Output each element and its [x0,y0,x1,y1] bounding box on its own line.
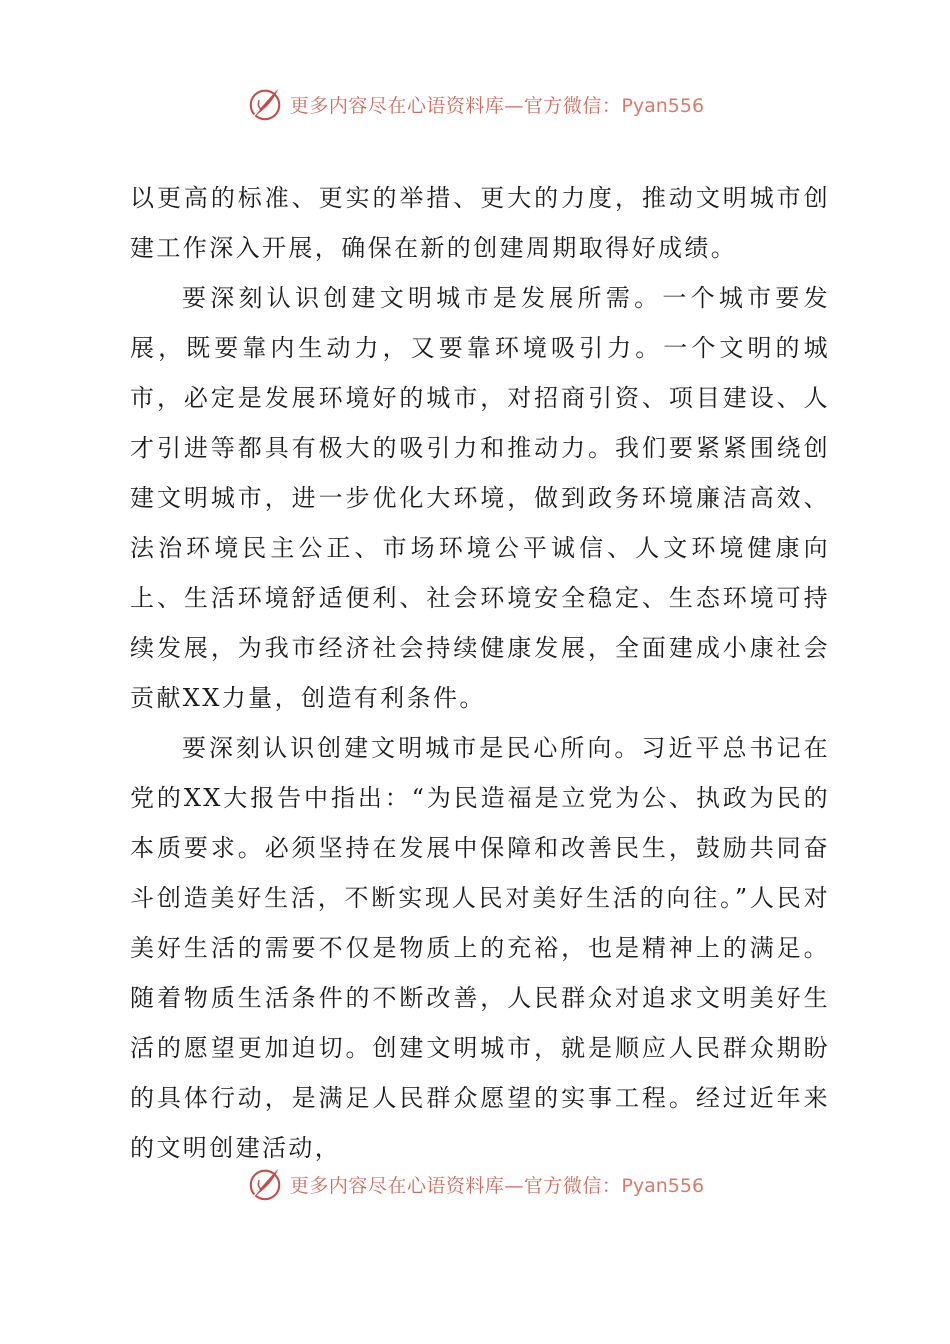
paragraph-2: 要深刻认识创建文明城市是发展所需。一个城市要发展，既要靠内生动力，又要靠环境吸引力。一个文明的城市，必定是发展环境好的城市，对招商引资、项目建设、人才引进等都具有极大的吸引力和推动力。我们要紧紧围绕创建文明城市，进一步优化大环境，做到政务环境廉洁高效、法治环境民主公正、市场环境公平诚信、人文环境健康向上、生活环境舒适便利、社会环境安全稳定、生态环境可持续发展，为我市经济社会持续健康发展，全面建成小康社会贡献XX力量，创造有利条件。 [130,284,830,712]
document-body [130,173,830,1173]
paragraph-3: 要深刻认识创建文明城市是民心所向。习近平总书记在党的XX大报告中指出：“为民造福是立党为公、执政为民的本质要求。必须坚持在发展中保障和改善民生，鼓励共同奋斗创造美好生活，不断实现人民对美好生活的向往。”人民对美好生活的需要不仅是物质上的充裕，也是精神上的满足。随着物质生活条件的不断改善，人民群众对追求文明美好生活的愿望更加迫切。创建文明城市，就是顺应人民群众期盼的具体行动，是满足人民群众愿望的实事工程。经过近年来的文明创建活动， [130,734,830,1162]
quill-pen-logo-icon [246,1165,284,1203]
watermark-text [290,91,704,118]
watermark-id: Pyan556 [621,94,705,117]
watermark-text [290,1171,704,1198]
watermark-prefix: 更多内容尽在心语资料库—官方微信： [289,94,622,117]
watermark-prefix: 更多内容尽在心语资料库—官方微信： [289,1174,622,1197]
footer-watermark [0,1162,950,1206]
header-watermark [0,82,950,126]
quill-pen-logo-icon [246,85,284,123]
paragraph-1: 以更高的标准、更实的举措、更大的力度，推动文明城市创建工作深入开展，确保在新的创建周期取得好成绩。 [130,184,830,262]
watermark-id: Pyan556 [621,1174,705,1197]
